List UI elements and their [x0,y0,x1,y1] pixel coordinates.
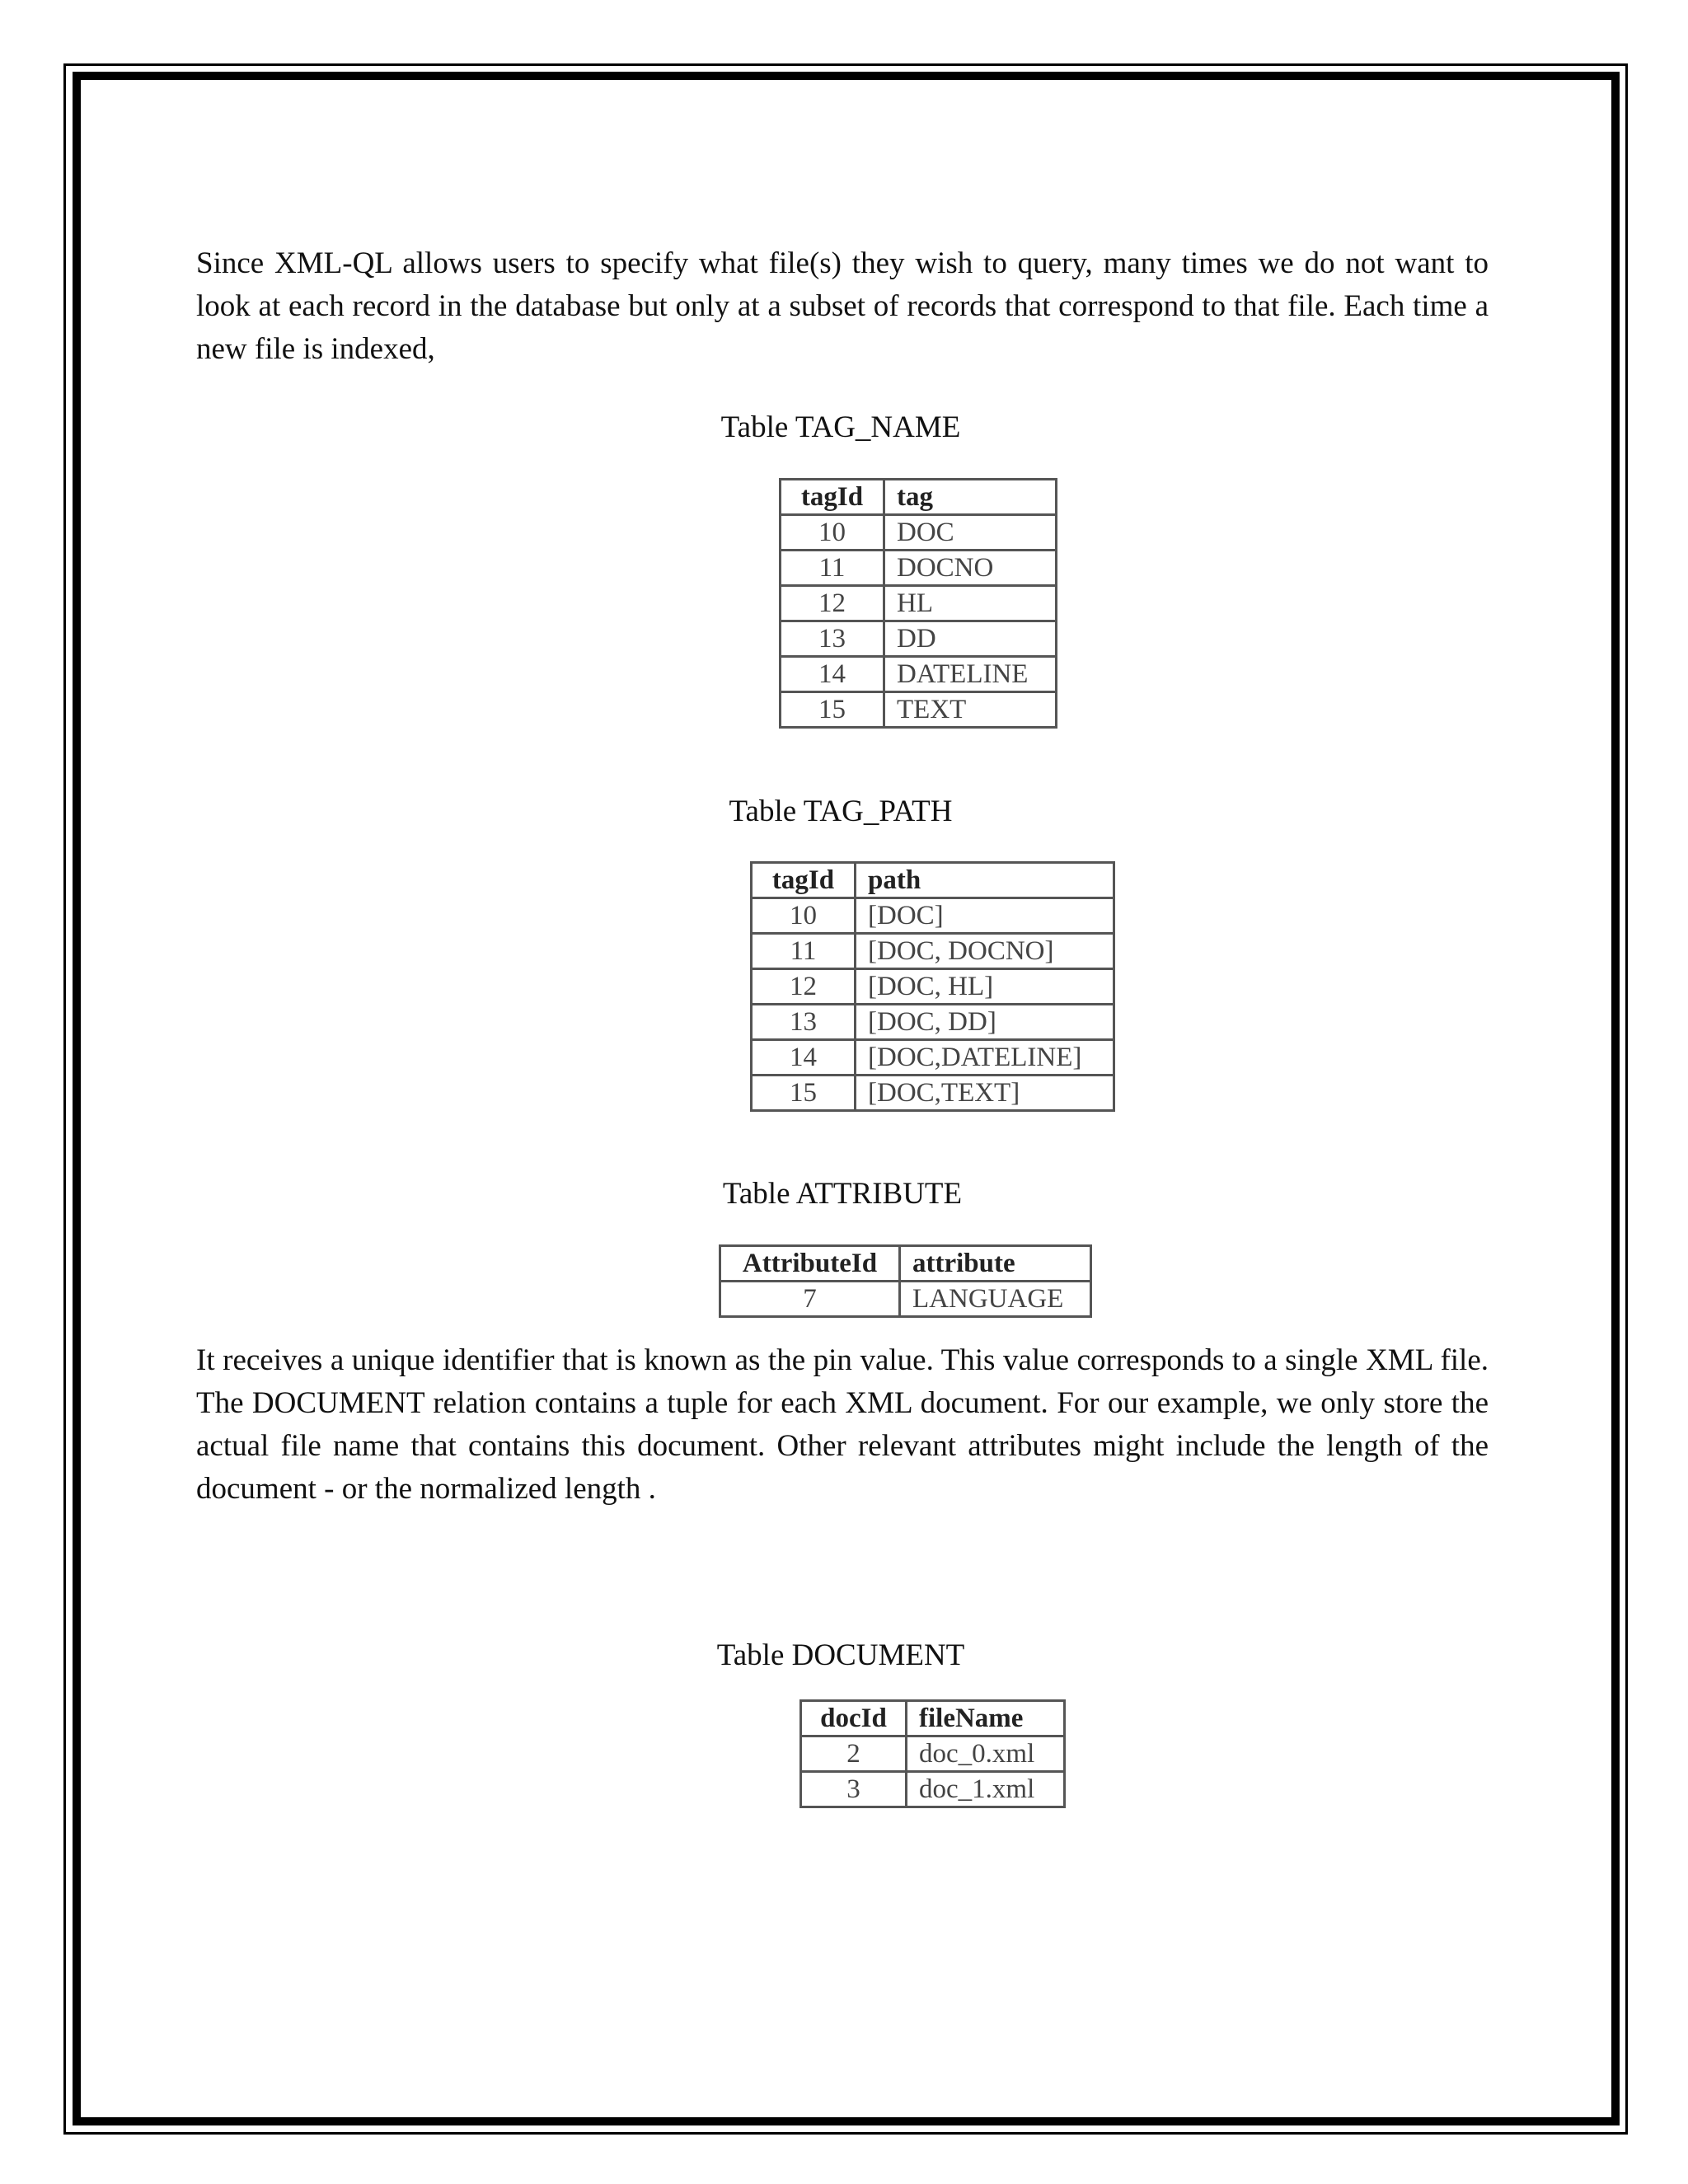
table-cell: 7 [720,1282,900,1317]
table-cell: 10 [781,515,884,551]
table-cell: 15 [752,1076,856,1111]
table-header-row [720,1246,1091,1282]
table-row [720,1282,1091,1317]
table-row [781,621,1057,657]
column-header: tag [884,480,1057,515]
table-cell: 11 [752,934,856,969]
table-row [781,515,1057,551]
table-cell: 2 [801,1736,907,1772]
table-cell: [DOC, HL] [856,969,1114,1005]
table-row [781,551,1057,586]
tag-path-caption: Table TAG_PATH [729,794,953,828]
table-cell: [DOC,DATELINE] [856,1040,1114,1076]
column-header: AttributeId [720,1246,900,1282]
column-header: fileName [907,1701,1065,1736]
table-row [752,969,1114,1005]
table-cell: 13 [781,621,884,657]
column-header: path [856,863,1114,898]
table-cell: TEXT [884,692,1057,728]
table-row [752,898,1114,934]
table-cell: DOC [884,515,1057,551]
table-cell: 13 [752,1005,856,1040]
table-cell: 3 [801,1772,907,1807]
pin-value-paragraph: It receives a unique identifier that is known as the pin value. This value corresponds to a single XML file. The DOCUMENT relation contains a tuple for each XML document. For our example, we only store the actual file name that contains this document. Other relevant attributes might include the length of the document - or the normalized length . [196,1343,1489,1506]
table-cell: HL [884,586,1057,621]
table-cell: 15 [781,692,884,728]
table-row [752,1040,1114,1076]
table-cell: LANGUAGE [900,1282,1091,1317]
table-row [752,1076,1114,1111]
table-cell: [DOC,TEXT] [856,1076,1114,1111]
table-cell: doc_1.xml [907,1772,1065,1807]
table-cell: 12 [752,969,856,1005]
table-cell: DD [884,621,1057,657]
tag-path-table [750,861,1115,1112]
table-header-row [781,480,1057,515]
table-cell: doc_0.xml [907,1736,1065,1772]
table-header-row [801,1701,1065,1736]
table-row [781,657,1057,692]
document-table [799,1699,1066,1808]
table-row [781,586,1057,621]
tag-name-caption: Table TAG_NAME [720,410,961,444]
table-row [752,1005,1114,1040]
table-cell: DOCNO [884,551,1057,586]
table-row [781,692,1057,728]
table-cell: [DOC, DD] [856,1005,1114,1040]
document-caption: Table DOCUMENT [716,1638,965,1672]
table-cell: 10 [752,898,856,934]
table-row [801,1772,1065,1807]
table-cell: 14 [781,657,884,692]
tag-name-table [779,478,1057,729]
table-cell: 14 [752,1040,856,1076]
table-cell: 12 [781,586,884,621]
intro-paragraph: Since XML-QL allows users to specify what file(s) they wish to query, many times we do not want to look at each record in the database but only at a subset of records that correspond to that file. Each time a new file is indexed, [196,246,1489,366]
table-cell: [DOC] [856,898,1114,934]
table-cell: [DOC, DOCNO] [856,934,1114,969]
table-cell: DATELINE [884,657,1057,692]
table-header-row [752,863,1114,898]
table-row [752,934,1114,969]
table-cell: 11 [781,551,884,586]
attribute-table [719,1244,1092,1318]
column-header: attribute [900,1246,1091,1282]
attribute-caption: Table ATTRIBUTE [722,1177,963,1211]
table-row [801,1736,1065,1772]
column-header: tagId [781,480,884,515]
column-header: docId [801,1701,907,1736]
column-header: tagId [752,863,856,898]
